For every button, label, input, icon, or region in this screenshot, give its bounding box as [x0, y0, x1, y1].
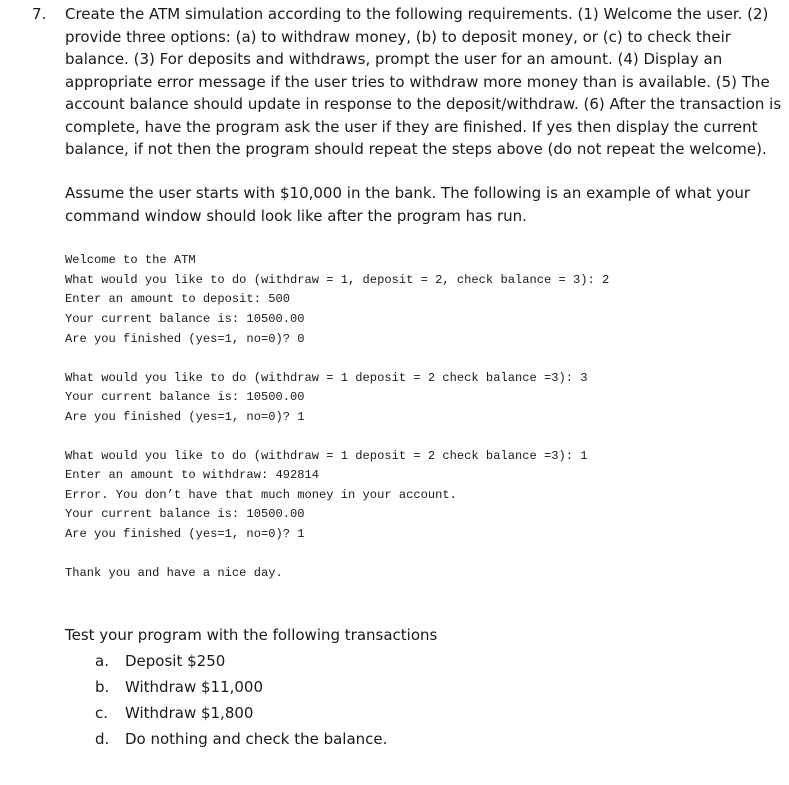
list-item	[95, 677, 387, 703]
console-line: Error. You don’t have that much money in your account.	[65, 488, 457, 502]
console-line: Your current balance is: 10500.00	[65, 390, 305, 404]
console-line: Are you finished (yes=1, no=0)? 1	[65, 527, 305, 541]
tests-heading: Test your program with the following transactions	[65, 626, 438, 644]
assumption-paragraph: Assume the user starts with $10,000 in the bank. The following is an example of what your command window should look like after the program has run.	[65, 184, 751, 225]
list-item-text: Deposit $250	[125, 652, 226, 670]
console-line: Enter an amount to withdraw: 492814	[65, 468, 320, 482]
console-line: What would you like to do (withdraw = 1 deposit = 2 check balance =3): 1	[65, 449, 588, 463]
list-marker: d.	[95, 730, 110, 748]
console-line: Enter an amount to deposit: 500	[65, 292, 290, 306]
console-line: Are you finished (yes=1, no=0)? 1	[65, 410, 305, 424]
console-line: Are you finished (yes=1, no=0)? 0	[65, 332, 305, 346]
console-line: What would you like to do (withdraw = 1 deposit = 2 check balance =3): 3	[65, 371, 588, 385]
console-line: What would you like to do (withdraw = 1, deposit = 2, check balance = 3): 2	[65, 273, 610, 287]
console-line: Your current balance is: 10500.00	[65, 312, 305, 326]
list-marker: c.	[95, 704, 109, 722]
list-item	[95, 703, 387, 729]
list-item	[95, 651, 387, 677]
list-marker: b.	[95, 678, 110, 696]
list-item	[95, 729, 387, 755]
console-line: Your current balance is: 10500.00	[65, 507, 305, 521]
problem-number: 7.	[32, 5, 47, 23]
tests-list	[95, 651, 387, 755]
requirements-paragraph: Create the ATM simulation according to the following requirements. (1) Welcome the user. (2) provide three options: (a) to withdraw money, (b) to deposit money, or (c) to check their balance. (3) For deposits and withdraws, prompt the user for an amount. (4) Display an appropriate error message if the user tries to withdraw more money than is available. (5) The account balance should update in response to the deposit/withdraw. (6) After the transaction is complete, have the program ask the user if they are finished. If yes then display the current balance, if not then the program should repeat the steps above (do not repeat the welcome).	[65, 5, 782, 158]
console-line: Welcome to the ATM	[65, 253, 196, 267]
list-marker: a.	[95, 652, 109, 670]
list-item-text: Withdraw $1,800	[125, 704, 254, 722]
list-item-text: Do nothing and check the balance.	[125, 730, 388, 748]
console-line: Thank you and have a nice day.	[65, 566, 283, 580]
list-item-text: Withdraw $11,000	[125, 678, 264, 696]
